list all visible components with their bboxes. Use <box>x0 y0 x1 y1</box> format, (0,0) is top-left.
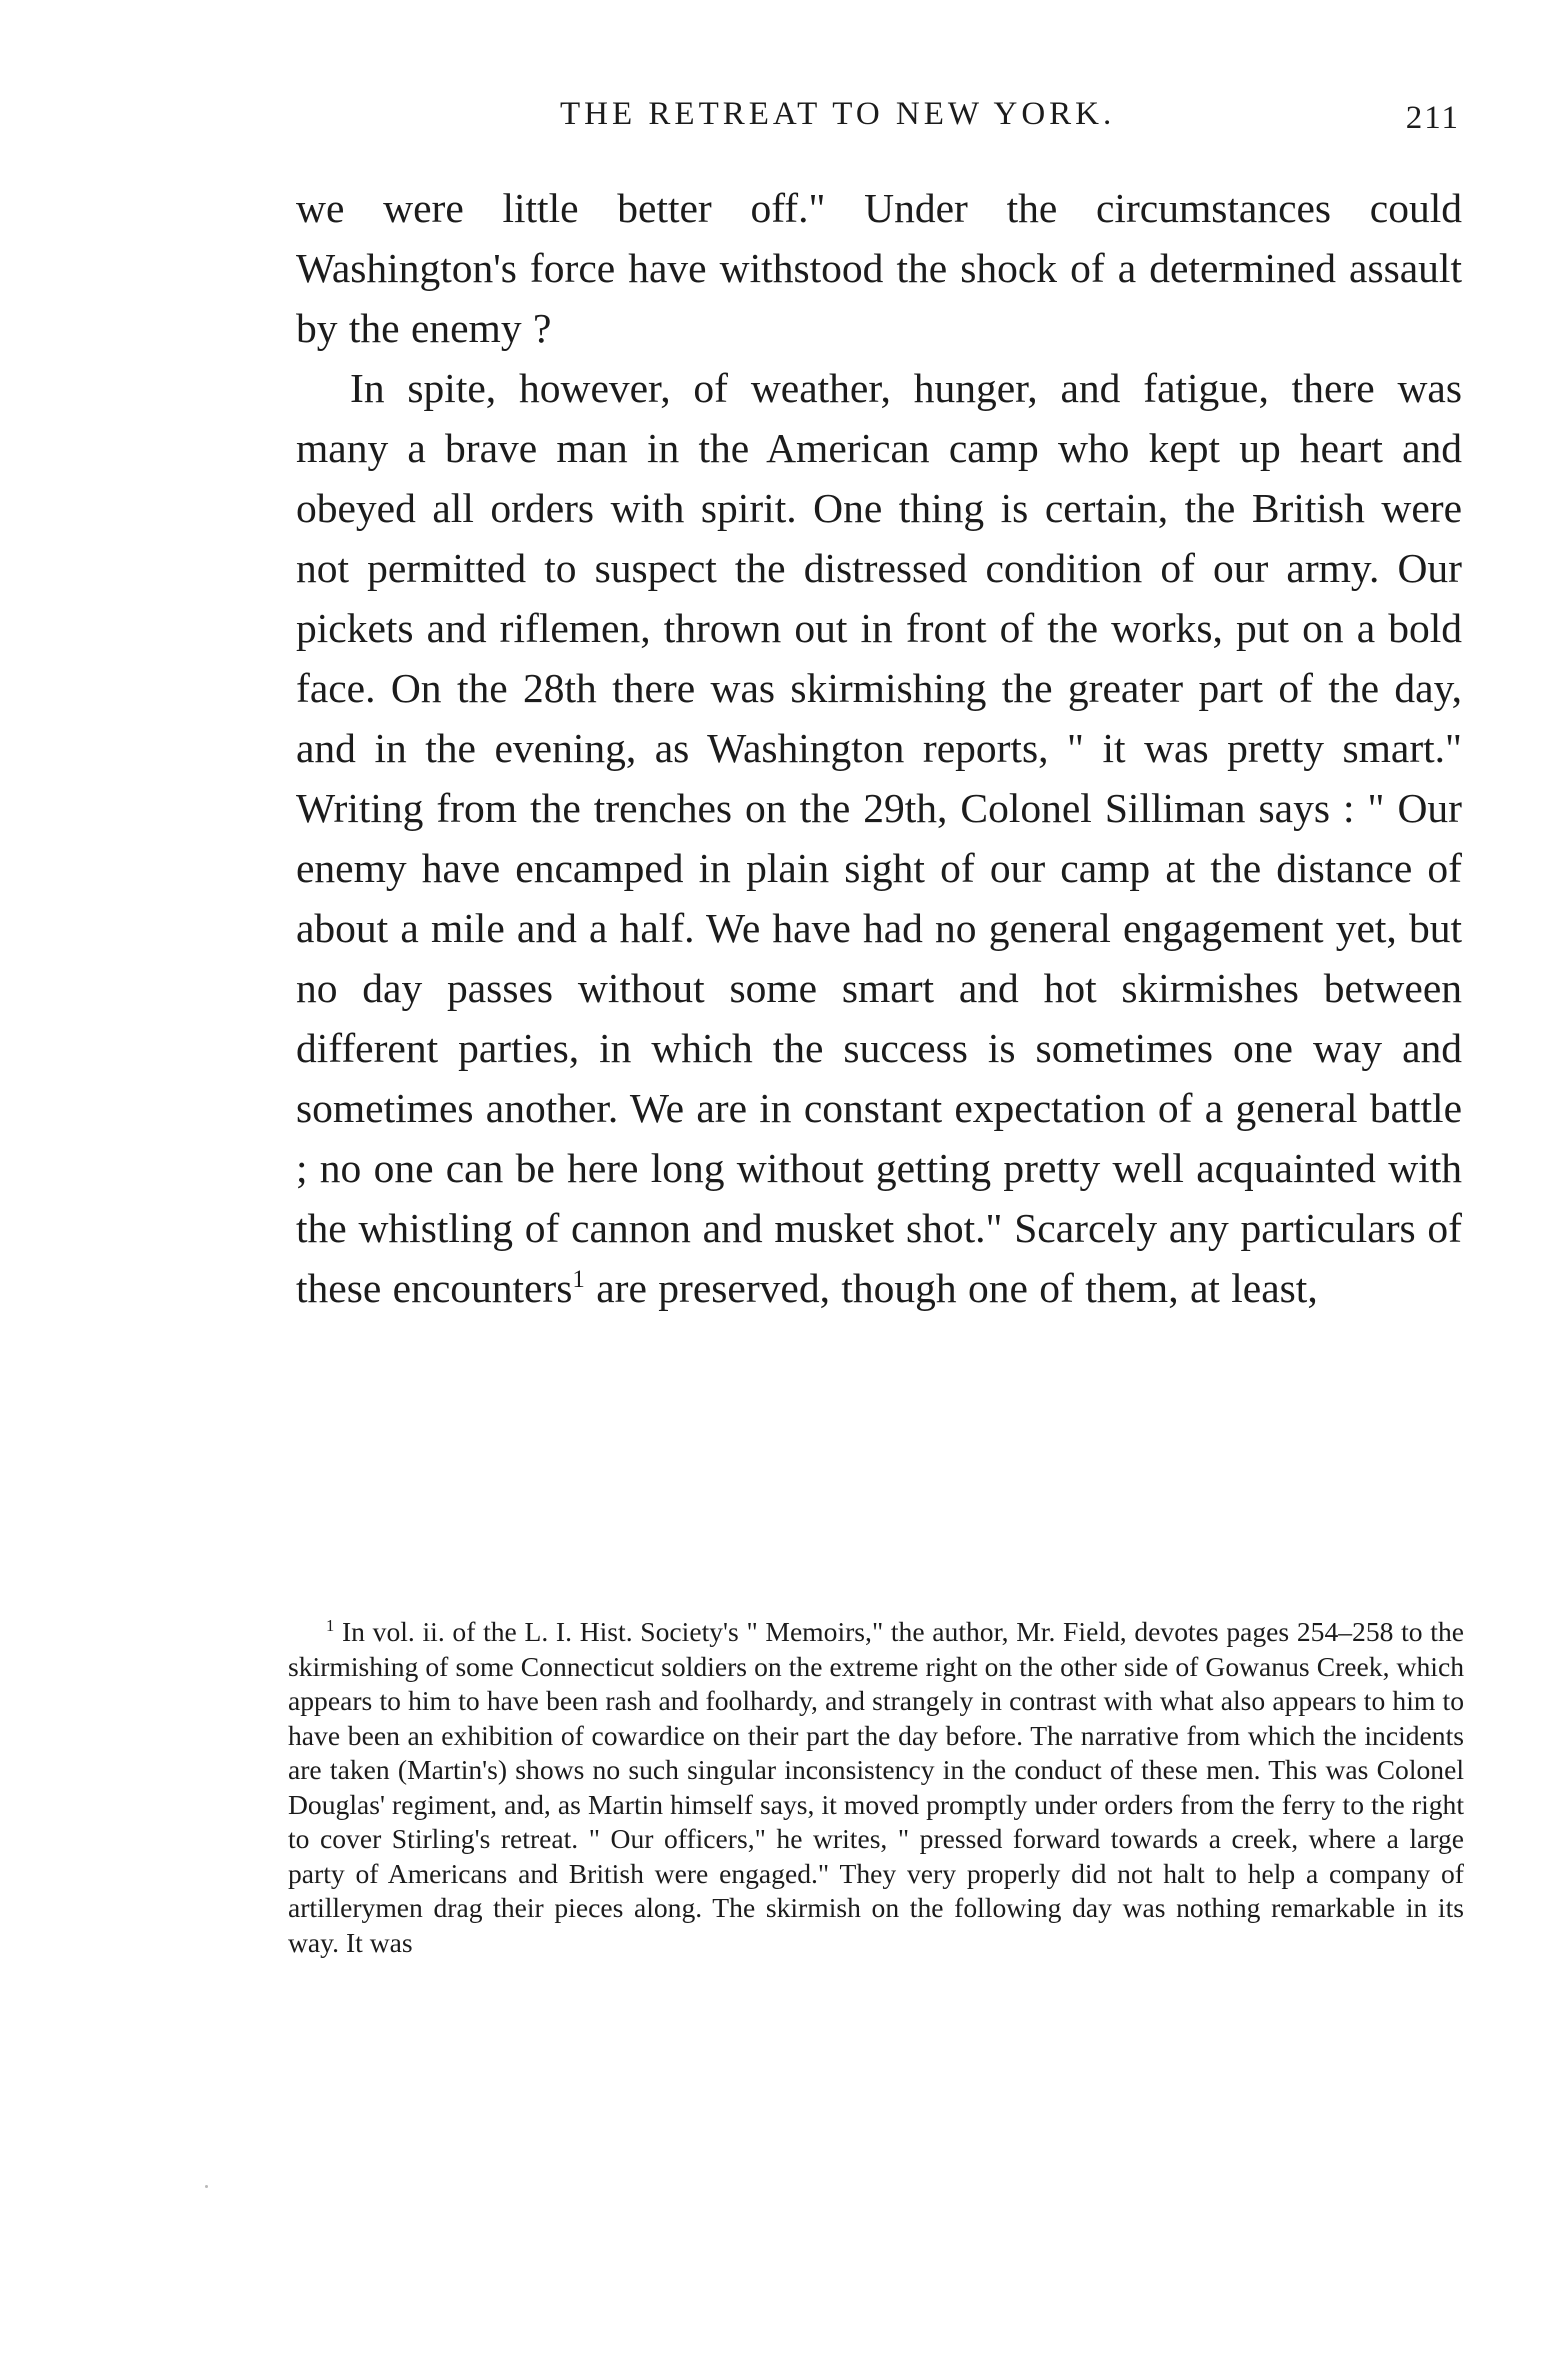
body-text <box>296 178 1462 1318</box>
paragraph-main <box>296 358 1462 1318</box>
footnote-text: In vol. ii. of the L. I. Hist. Society's " Memoirs," the author, Mr. Field, devotes pages 254–258 to the skirmishing of some Connecticut soldiers on the extreme right on the other side of Gowanus Creek, which appears to him to have been rash and foolhardy, and strangely in contrast with what also appears to him to have been an exhibition of cowardice on their part the day before. The narrative from which the incidents are taken (Martin's) shows no such singular inconsistency in the conduct of these men. This was Colonel Douglas' regiment, and, as Martin himself says, it moved promptly under orders from the ferry to the right to cover Stirling's retreat. " Our officers," he writes, " pressed forward towards a creek, where a large party of Americans and British were engaged." They very properly did not halt to help a company of artillerymen drag their pieces along. The skirmish on the following day was nothing remarkable in its way. It was <box>288 1616 1464 1958</box>
paragraph-main-tail: are preserved, though one of them, at least, <box>584 1265 1318 1311</box>
running-title: THE RETREAT TO NEW YORK. <box>560 96 1116 132</box>
paragraph-main-text: In spite, however, of weather, hunger, and fatigue, there was many a brave man in the American camp who kept up heart and obeyed all orders with spirit. One thing is certain, the British were not permitted to suspect the distressed condition of our army. Our pickets and riflemen, thrown out in front of the works, put on a bold face. On the 28th there was skirmishing the greater part of the day, and in the evening, as Washington reports, " it was pretty smart." Writing from the trenches on the 29th, Colonel Silliman says : " Our enemy have encamped in plain sight of our camp at the distance of about a mile and a half. We have had no general engagement yet, but no day passes without some smart and hot skirmishes between different parties, in which the success is sometimes one way and sometimes another. We are in constant expectation of a general battle ; no one can be here long without getting pretty well acquainted with the whistling of cannon and musket shot." Scarcely any particulars of these encounters <box>296 365 1462 1311</box>
running-head <box>300 96 1460 156</box>
paragraph-continued: we were little better off." Under the circumstances could Washington's force have withstood the shock of a determined assault by the enemy ? <box>296 185 1462 351</box>
footnote-reference: 1 <box>572 1266 585 1294</box>
footnote <box>288 1615 1464 1960</box>
paper-speck <box>205 2185 208 2188</box>
footnote-marker: 1 <box>326 1615 335 1635</box>
page-number: 211 <box>1405 100 1460 136</box>
